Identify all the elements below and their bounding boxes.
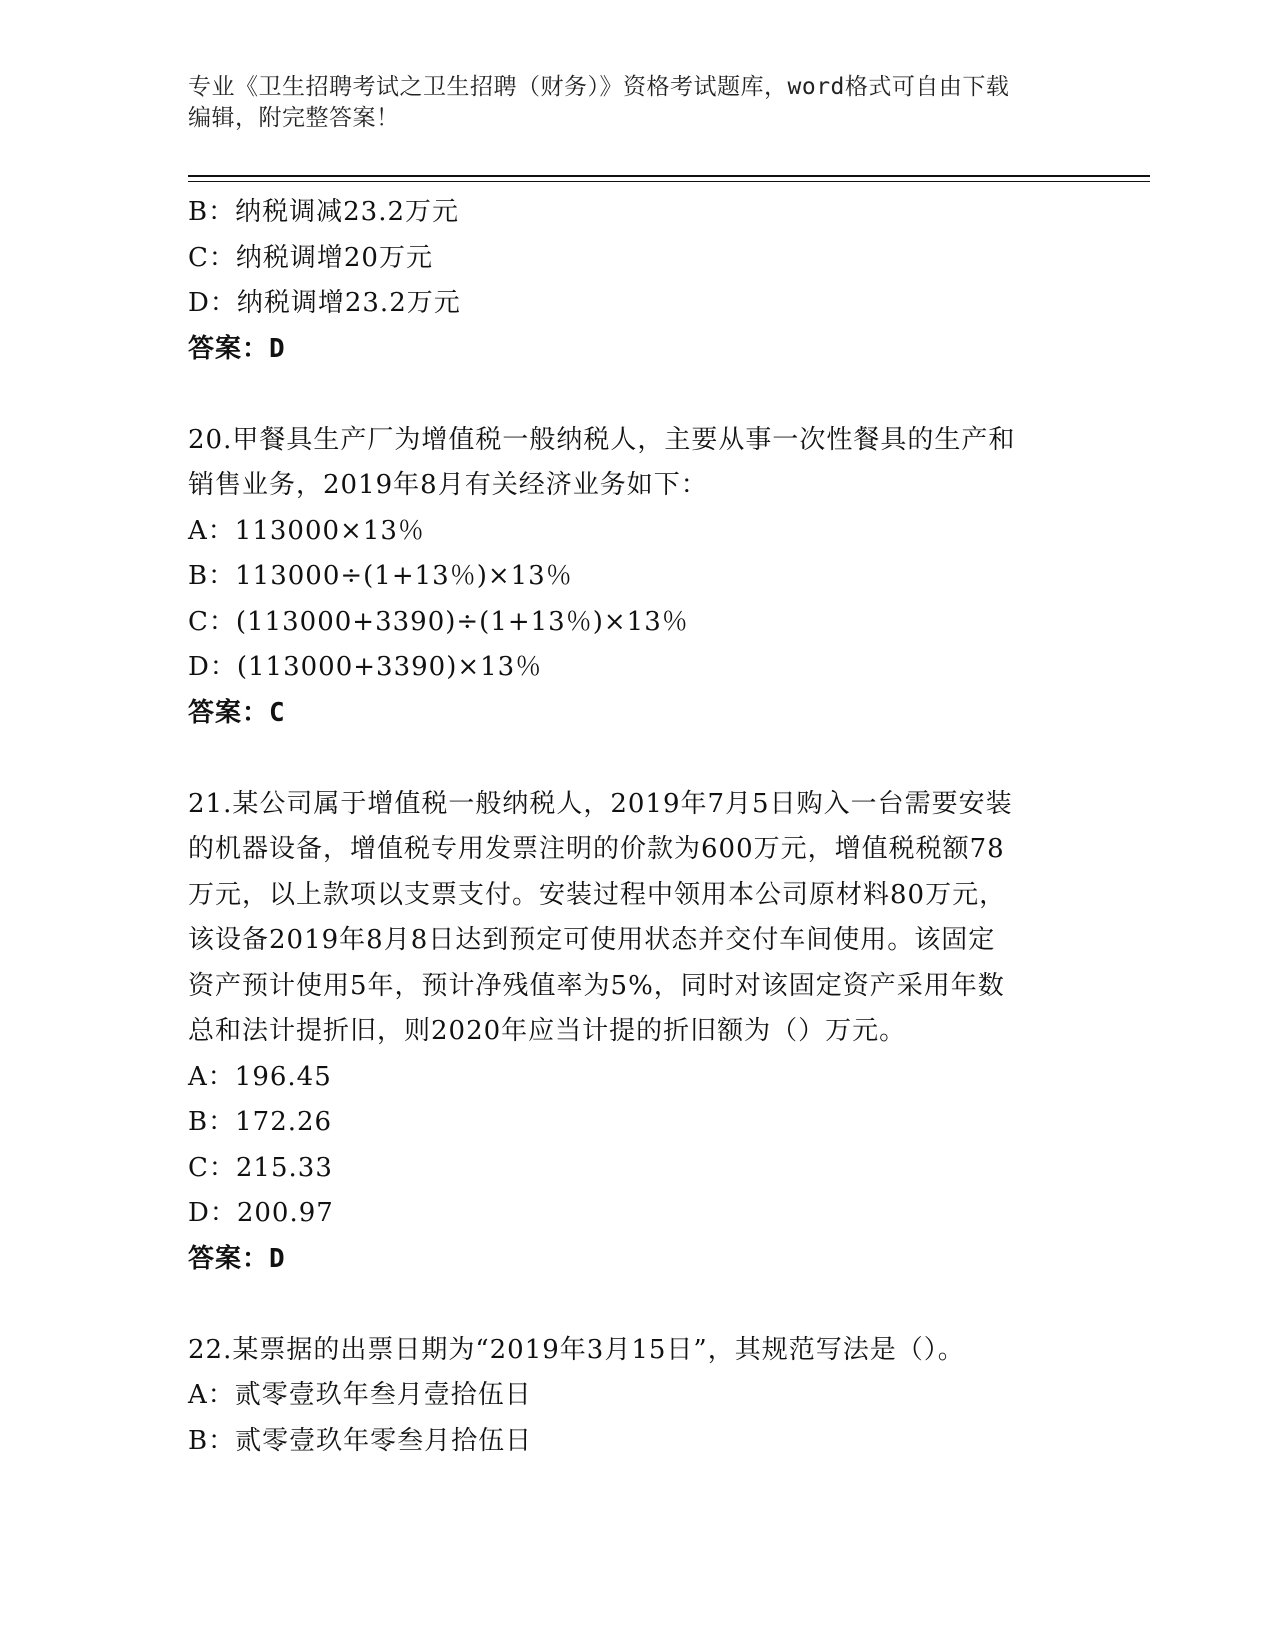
option-a: A：196.45 xyxy=(188,1061,332,1092)
option-b: B：113000÷(1+13％)×13％ xyxy=(188,561,573,591)
question-21-text-line-6: 总和法计提折旧，则2020年应当计提的折旧额为（）万元。 xyxy=(188,1016,907,1046)
option-d: D：200.97 xyxy=(188,1198,334,1228)
question-21-text-line-1: 21.某公司属于增值税一般纳税人，2019年7月5日购入一台需要安装 xyxy=(188,788,1013,819)
option-a: A：贰零壹玖年叁月壹拾伍日 xyxy=(188,1380,532,1410)
spacer xyxy=(188,736,1088,782)
header-rule-thick xyxy=(188,175,1150,177)
option-a: A：113000×13％ xyxy=(188,515,425,546)
question-20-text-line-2: 销售业务，2019年8月有关经济业务如下： xyxy=(188,470,708,500)
header-line-1: 专业《卫生招聘考试之卫生招聘（财务）》资格考试题库，word格式可自由下载 xyxy=(188,74,1010,100)
header-line-2: 编辑，附完整答案！ xyxy=(188,105,400,131)
question-21 xyxy=(188,782,1088,1283)
option-b: B：172.26 xyxy=(188,1107,333,1137)
question-20 xyxy=(188,418,1088,737)
page-header xyxy=(188,72,1088,134)
question-21-text-line-2: 的机器设备，增值税专用发票注明的价款为600万元，增值税税额78 xyxy=(188,834,1005,864)
header-rule-thin xyxy=(188,181,1150,182)
question-20-answer: 答案：C xyxy=(188,697,286,728)
spacer xyxy=(188,372,1088,418)
question-21-text-line-5: 资产预计使用5年，预计净残值率为5%，同时对该固定资产采用年数 xyxy=(188,970,1005,1001)
question-content xyxy=(188,190,1088,1464)
question-19-options xyxy=(188,190,1088,327)
question-19-answer: 答案：D xyxy=(188,333,286,364)
option-c: C：215.33 xyxy=(188,1152,333,1183)
option-b: B：纳税调减23.2万元 xyxy=(188,197,459,227)
option-b: B：贰零壹玖年零叁月拾伍日 xyxy=(188,1425,533,1456)
option-c: C：纳税调增20万元 xyxy=(188,242,433,273)
spacer xyxy=(188,1282,1088,1328)
option-d: D：(113000+3390)×13％ xyxy=(188,652,543,682)
question-21-text-line-4: 该设备2019年8月8日达到预定可使用状态并交付车间使用。该固定 xyxy=(188,925,996,955)
question-20-text-line-1: 20.甲餐具生产厂为增值税一般纳税人，主要从事一次性餐具的生产和 xyxy=(188,424,1016,455)
option-d: D：纳税调增23.2万元 xyxy=(188,288,461,318)
question-21-text-line-3: 万元，以上款项以支票支付。安装过程中领用本公司原材料80万元， xyxy=(188,879,1007,910)
question-22-text-line-1: 22.某票据的出票日期为“2019年3月15日”，其规范写法是（）。 xyxy=(188,1334,965,1365)
question-21-answer: 答案：D xyxy=(188,1243,286,1274)
question-22 xyxy=(188,1328,1088,1465)
option-c: C：(113000+3390)÷(1+13％)×13％ xyxy=(188,606,689,637)
